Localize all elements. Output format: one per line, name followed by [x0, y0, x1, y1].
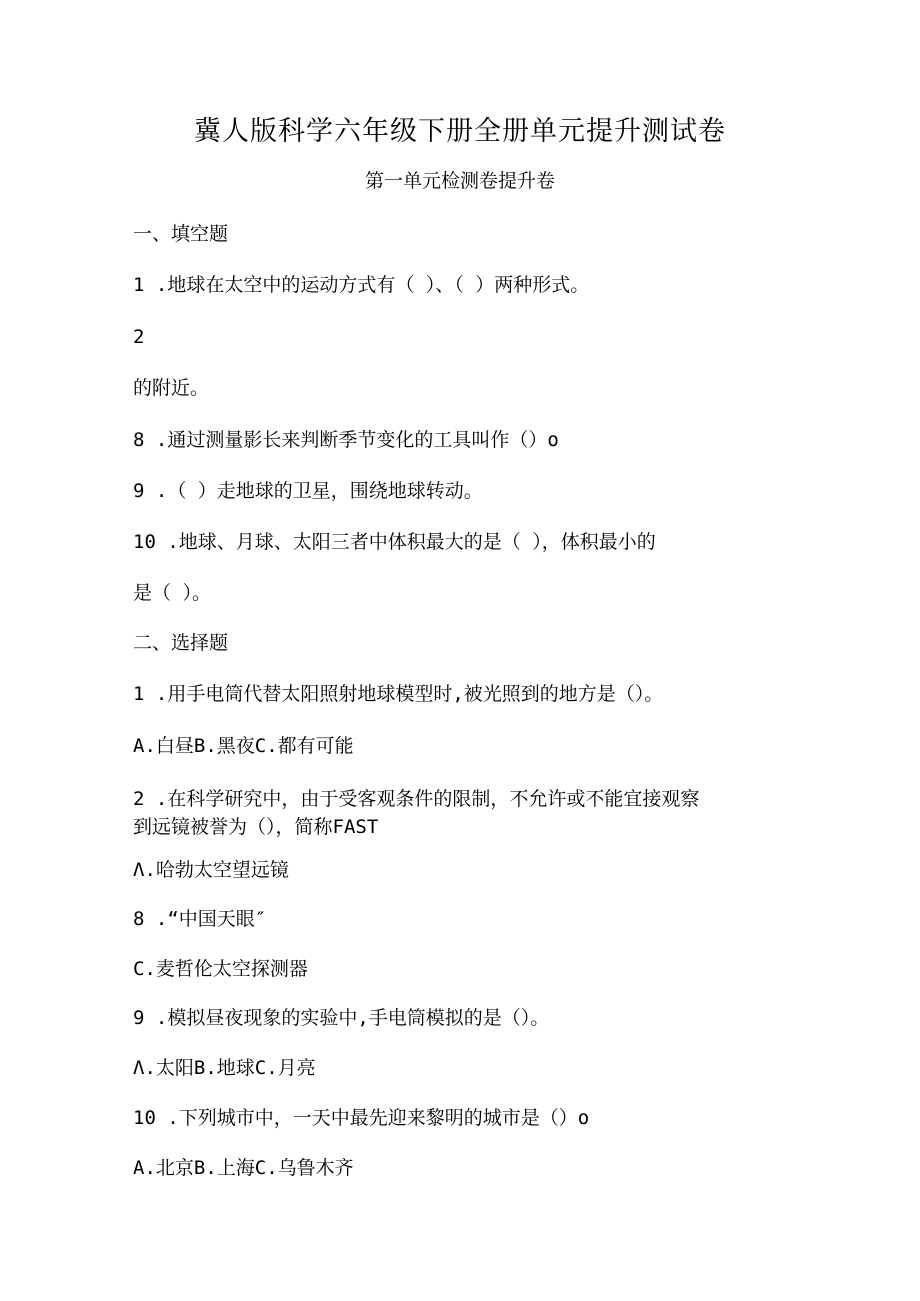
- answer-option: Λ.哈勃太空望远镜: [133, 859, 289, 881]
- section-heading-fill-in: 一、填空题: [133, 223, 229, 245]
- answer-option: 8 .“中国天眼″: [133, 908, 267, 930]
- question-line: 到远镜被誉为（），简称FAST: [133, 816, 379, 838]
- question-line: 8 .通过测量影长来判断季节变化的工具叫作（）o: [133, 429, 559, 451]
- question-line: 2 .在科学研究中，由于受客观条件的限制，不允许或不能宜接观察: [133, 788, 700, 810]
- answer-options: A.白昼B.黑夜C.都有可能: [133, 735, 354, 757]
- question-line: 9 .模拟昼夜现象的实验中,手电筒模拟的是（）。: [133, 1007, 550, 1029]
- question-line: 1 .地球在太空中的运动方式有（ ）、（ ）两种形式。: [133, 274, 590, 296]
- question-line: 1 .用手电筒代替太阳照射地球模型时,被光照到的地方是（）。: [133, 683, 664, 705]
- question-line: 10 .下列城市中，一天中最先迎来黎明的城市是（）o: [133, 1107, 590, 1129]
- question-line: 是（ ）。: [133, 582, 211, 604]
- question-line: 9 .（ ）走地球的卫星，围绕地球转动。: [133, 480, 483, 502]
- answer-option: C.麦哲伦太空探测器: [133, 958, 308, 980]
- answer-options: Λ.太阳B.地球C.月亮: [133, 1057, 316, 1079]
- question-line: 的附近。: [133, 377, 210, 399]
- question-line: 10 .地球、月球、太阳三者中体积最大的是（ ），体积最小的: [133, 531, 656, 553]
- section-heading-choice: 二、选择题: [133, 632, 229, 654]
- answer-options: A.北京B.上海C.乌鲁木齐: [133, 1157, 354, 1179]
- question-line: 2: [133, 326, 145, 348]
- document-subtitle: 第一单元检测卷提升卷: [364, 170, 555, 192]
- document-title: 冀人版科学六年级下册全册单元提升测试卷: [194, 116, 726, 147]
